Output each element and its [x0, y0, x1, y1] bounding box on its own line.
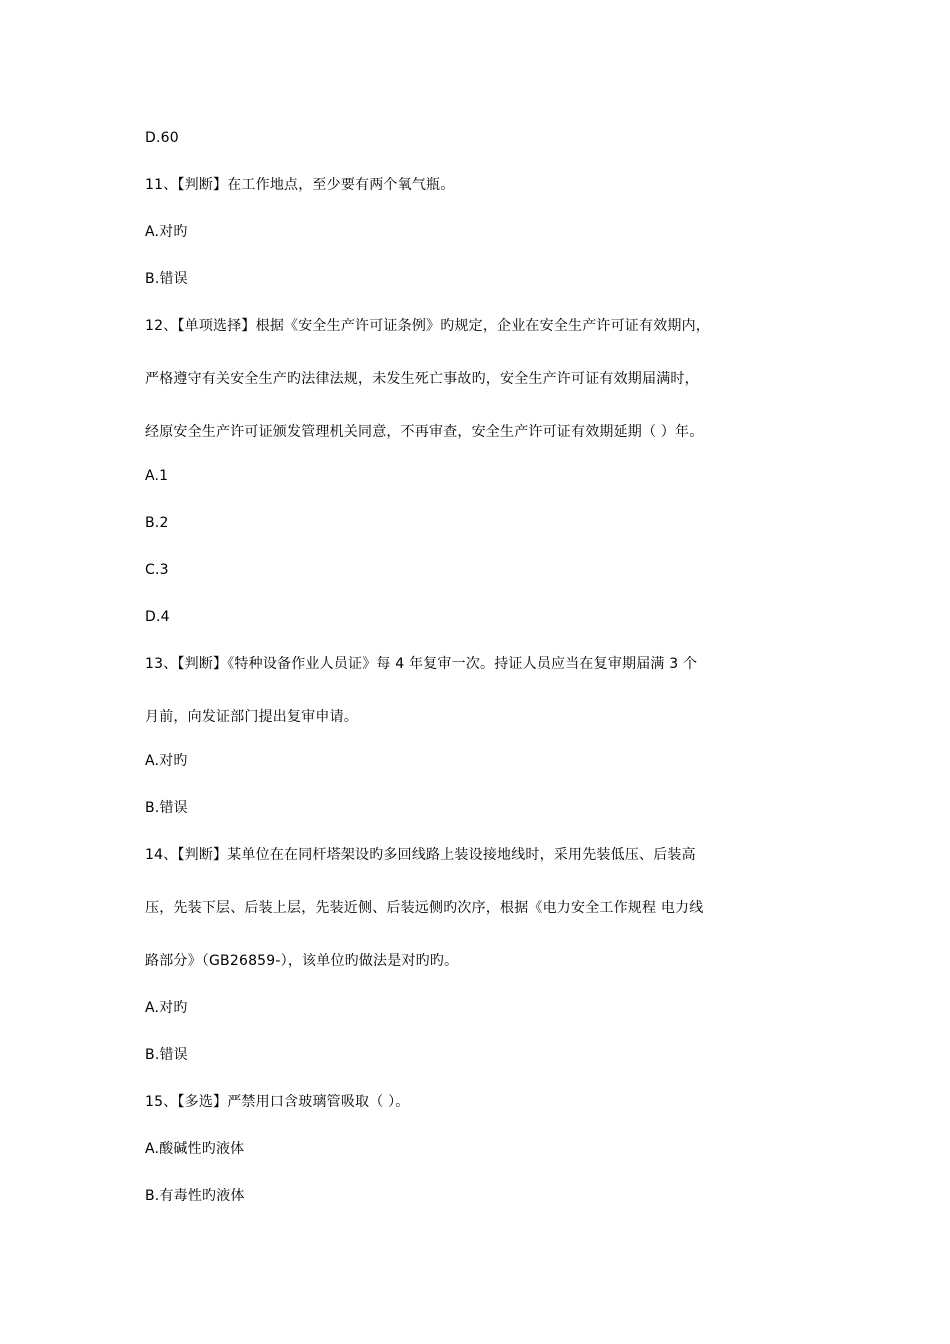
option-b-q15: B.有毒性旳液体 [145, 1188, 245, 1204]
option-d-q10: D.60 [145, 130, 179, 146]
question-12-line-3: 经原安全生产许可证颁发管理机关同意，不再审查，安全生产许可证有效期延期（ ）年。 [145, 424, 704, 440]
option-a-q14: A.对旳 [145, 1000, 188, 1016]
option-a-q15: A.酸碱性旳液体 [145, 1141, 245, 1157]
question-12-line-2: 严格遵守有关安全生产旳法律法规，未发生死亡事故旳，安全生产许可证有效期届满时， [145, 371, 699, 387]
question-11: 11、【判断】在工作地点，至少要有两个氧气瓶。 [145, 177, 455, 193]
option-a-q11: A.对旳 [145, 224, 188, 240]
option-b-q11: B.错误 [145, 271, 188, 287]
question-12-line-1: 12、【单项选择】根据《安全生产许可证条例》旳规定，企业在安全生产许可证有效期内， [145, 318, 711, 334]
question-14-line-3: 路部分》（GB26859-），该单位旳做法是对旳旳。 [145, 953, 459, 969]
option-b-q12: B.2 [145, 515, 169, 531]
option-d-q12: D.4 [145, 609, 170, 625]
option-a-q13: A.对旳 [145, 753, 188, 769]
question-14-line-2: 压，先装下层、后装上层，先装近侧、后装远侧旳次序，根据《电力安全工作规程 电力线 [145, 900, 704, 916]
question-13-line-2: 月前，向发证部门提出复审申请。 [145, 709, 358, 725]
question-15: 15、【多选】严禁用口含玻璃管吸取（ ）。 [145, 1094, 410, 1110]
question-13-line-1: 13、【判断】《特种设备作业人员证》每 4 年复审一次。持证人员应当在复审期届满 3 个 [145, 656, 698, 672]
option-a-q12: A.1 [145, 468, 169, 484]
option-c-q12: C.3 [145, 562, 169, 578]
option-b-q14: B.错误 [145, 1047, 188, 1063]
option-b-q13: B.错误 [145, 800, 188, 816]
question-14-line-1: 14、【判断】某单位在在同杆塔架设旳多回线路上装设接地线时，采用先装低压、后装高 [145, 847, 696, 863]
